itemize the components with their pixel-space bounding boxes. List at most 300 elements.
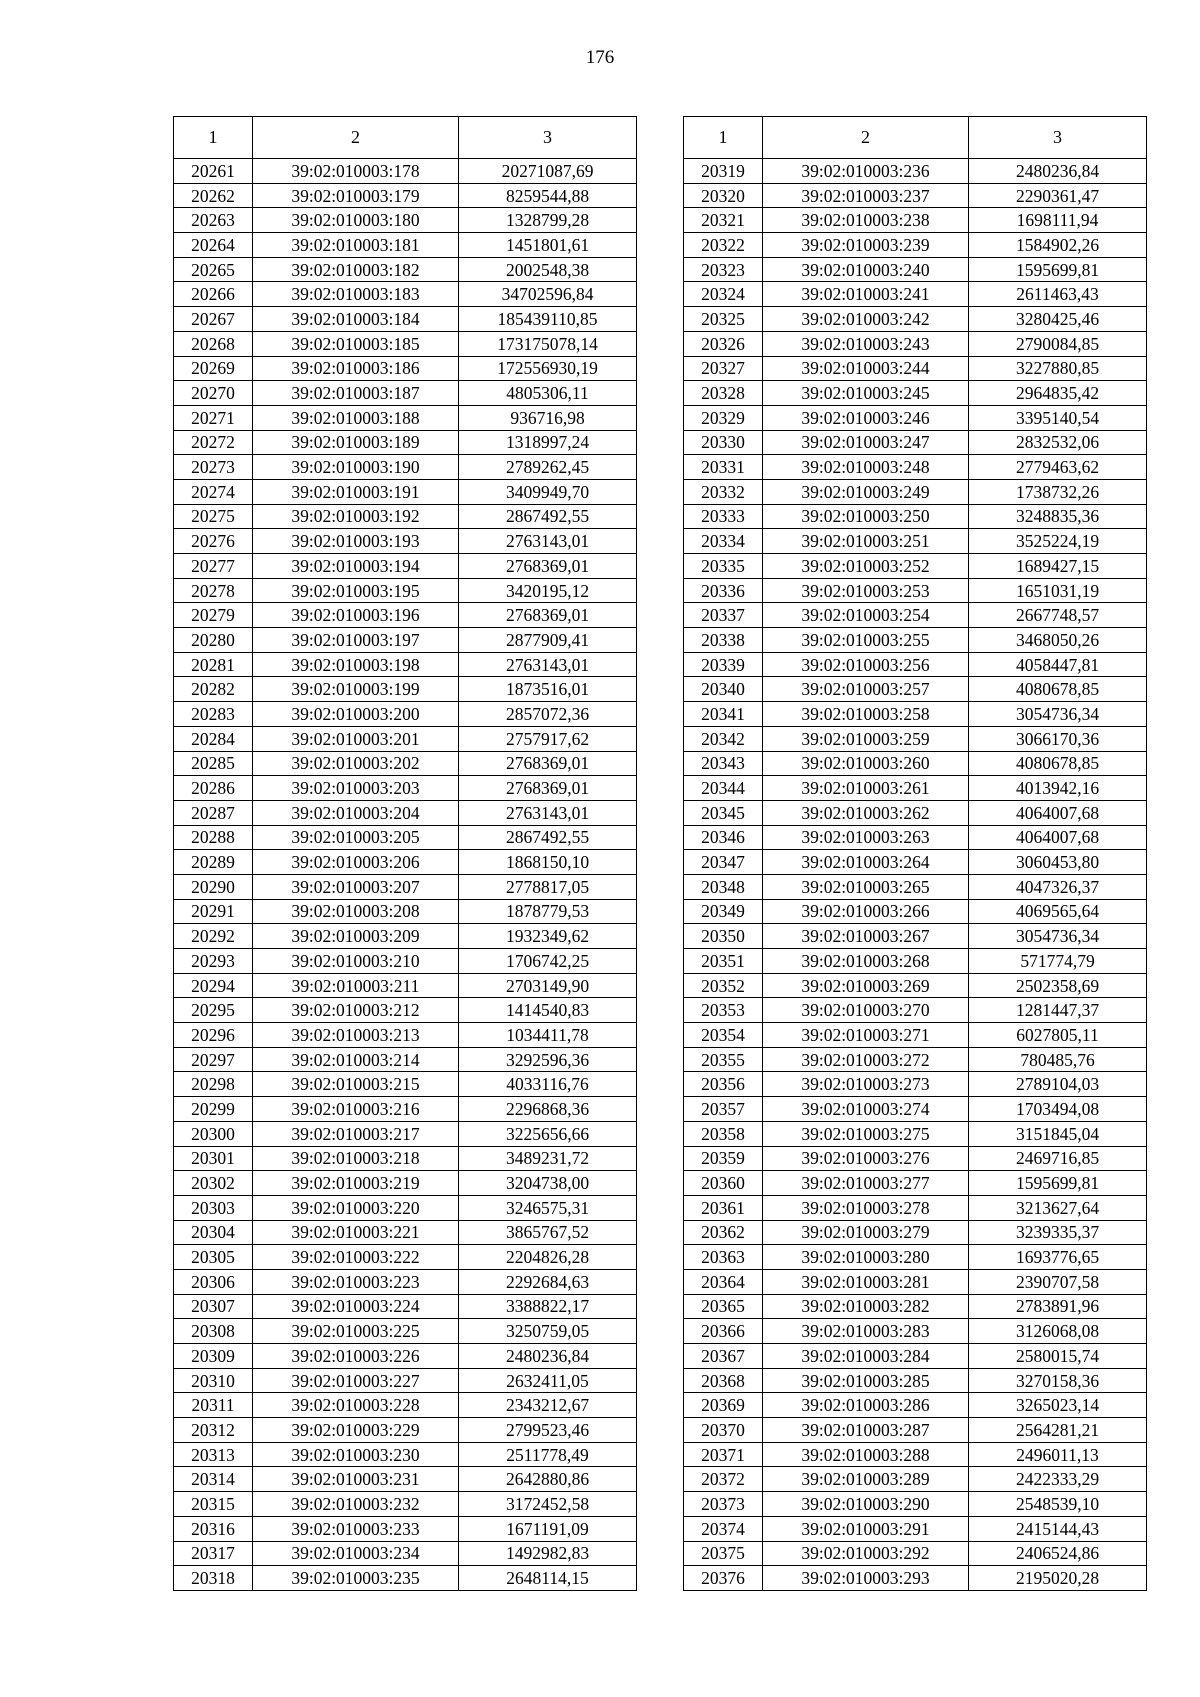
cadastral-number-cell: 39:02:010003:247: [763, 430, 969, 455]
cadastral-number-cell: 39:02:010003:259: [763, 726, 969, 751]
cadastral-number-cell: 39:02:010003:286: [763, 1393, 969, 1418]
table-row: [684, 331, 1147, 356]
row-number-cell: 20267: [174, 307, 253, 332]
table-row: [684, 183, 1147, 208]
column-header-3: 3: [459, 117, 637, 159]
row-number-cell: 20262: [174, 183, 253, 208]
value-cell: 172556930,19: [459, 356, 637, 381]
row-number-cell: 20301: [174, 1146, 253, 1171]
value-cell: 1706742,25: [459, 949, 637, 974]
table-row: [174, 677, 637, 702]
cadastral-number-cell: 39:02:010003:240: [763, 257, 969, 282]
row-number-cell: 20372: [684, 1467, 763, 1492]
row-number-cell: 20304: [174, 1220, 253, 1245]
cadastral-number-cell: 39:02:010003:275: [763, 1121, 969, 1146]
table-row: [684, 208, 1147, 233]
cadastral-number-cell: 39:02:010003:223: [253, 1269, 459, 1294]
value-cell: 3066170,36: [969, 726, 1147, 751]
table-row: [684, 949, 1147, 974]
value-cell: 2779463,62: [969, 455, 1147, 480]
row-number-cell: 20284: [174, 726, 253, 751]
value-cell: 4047326,37: [969, 874, 1147, 899]
value-cell: 2789104,03: [969, 1072, 1147, 1097]
value-cell: 4033116,76: [459, 1072, 637, 1097]
value-cell: 571774,79: [969, 949, 1147, 974]
cadastral-number-cell: 39:02:010003:291: [763, 1516, 969, 1541]
cadastral-number-cell: 39:02:010003:267: [763, 924, 969, 949]
row-number-cell: 20281: [174, 652, 253, 677]
value-cell: 4080678,85: [969, 751, 1147, 776]
table-header-row: [684, 117, 1147, 159]
cadastral-number-cell: 39:02:010003:198: [253, 652, 459, 677]
cadastral-number-cell: 39:02:010003:201: [253, 726, 459, 751]
table-row: [684, 751, 1147, 776]
value-cell: 1738732,26: [969, 479, 1147, 504]
cadastral-number-cell: 39:02:010003:226: [253, 1344, 459, 1369]
row-number-cell: 20294: [174, 973, 253, 998]
value-cell: 1703494,08: [969, 1097, 1147, 1122]
value-cell: 2292684,63: [459, 1269, 637, 1294]
cadastral-number-cell: 39:02:010003:193: [253, 529, 459, 554]
cadastral-number-cell: 39:02:010003:261: [763, 776, 969, 801]
row-number-cell: 20306: [174, 1269, 253, 1294]
value-cell: 1698111,94: [969, 208, 1147, 233]
row-number-cell: 20357: [684, 1097, 763, 1122]
row-number-cell: 20333: [684, 504, 763, 529]
cadastral-number-cell: 39:02:010003:252: [763, 554, 969, 579]
table-row: [174, 1294, 637, 1319]
value-cell: 3248835,36: [969, 504, 1147, 529]
cadastral-number-cell: 39:02:010003:209: [253, 924, 459, 949]
value-cell: 2867492,55: [459, 825, 637, 850]
value-cell: 2763143,01: [459, 529, 637, 554]
row-number-cell: 20271: [174, 405, 253, 430]
table-row: [174, 949, 637, 974]
cadastral-number-cell: 39:02:010003:239: [763, 233, 969, 258]
cadastral-number-cell: 39:02:010003:293: [763, 1566, 969, 1591]
value-cell: 4013942,16: [969, 776, 1147, 801]
row-number-cell: 20269: [174, 356, 253, 381]
row-number-cell: 20286: [174, 776, 253, 801]
row-number-cell: 20368: [684, 1368, 763, 1393]
page-number: 176: [585, 47, 615, 68]
table-row: [174, 825, 637, 850]
table-row: [174, 1220, 637, 1245]
row-number-cell: 20353: [684, 998, 763, 1023]
row-number-cell: 20263: [174, 208, 253, 233]
value-cell: 3388822,17: [459, 1294, 637, 1319]
value-cell: 1318997,24: [459, 430, 637, 455]
row-number-cell: 20300: [174, 1121, 253, 1146]
cadastral-number-cell: 39:02:010003:283: [763, 1319, 969, 1344]
value-cell: 2757917,62: [459, 726, 637, 751]
table-row: [684, 628, 1147, 653]
table-row: [684, 1344, 1147, 1369]
cadastral-number-cell: 39:02:010003:236: [763, 159, 969, 184]
row-number-cell: 20287: [174, 800, 253, 825]
row-number-cell: 20313: [174, 1442, 253, 1467]
cadastral-number-cell: 39:02:010003:178: [253, 159, 459, 184]
value-cell: 780485,76: [969, 1047, 1147, 1072]
table-row: [684, 1047, 1147, 1072]
row-number-cell: 20363: [684, 1245, 763, 1270]
table-row: [684, 924, 1147, 949]
cadastral-number-cell: 39:02:010003:200: [253, 702, 459, 727]
cadastral-number-cell: 39:02:010003:281: [763, 1269, 969, 1294]
row-number-cell: 20323: [684, 257, 763, 282]
cadastral-number-cell: 39:02:010003:233: [253, 1516, 459, 1541]
value-cell: 2763143,01: [459, 652, 637, 677]
row-number-cell: 20282: [174, 677, 253, 702]
cadastral-number-cell: 39:02:010003:181: [253, 233, 459, 258]
row-number-cell: 20356: [684, 1072, 763, 1097]
value-cell: 1595699,81: [969, 257, 1147, 282]
table-row: [174, 554, 637, 579]
row-number-cell: 20316: [174, 1516, 253, 1541]
table-row: [684, 702, 1147, 727]
value-cell: 1584902,26: [969, 233, 1147, 258]
row-number-cell: 20293: [174, 949, 253, 974]
table-row: [174, 776, 637, 801]
cadastral-number-cell: 39:02:010003:250: [763, 504, 969, 529]
table-row: [174, 1269, 637, 1294]
cadastral-number-cell: 39:02:010003:212: [253, 998, 459, 1023]
cadastral-number-cell: 39:02:010003:290: [763, 1492, 969, 1517]
row-number-cell: 20347: [684, 850, 763, 875]
row-number-cell: 20277: [174, 554, 253, 579]
value-cell: 2632411,05: [459, 1368, 637, 1393]
cadastral-number-cell: 39:02:010003:238: [763, 208, 969, 233]
table-row: [174, 1121, 637, 1146]
value-cell: 1868150,10: [459, 850, 637, 875]
table-row: [174, 1442, 637, 1467]
cadastral-number-cell: 39:02:010003:269: [763, 973, 969, 998]
value-cell: 1281447,37: [969, 998, 1147, 1023]
cadastral-number-cell: 39:02:010003:254: [763, 603, 969, 628]
cadastral-number-cell: 39:02:010003:217: [253, 1121, 459, 1146]
table-row: [174, 529, 637, 554]
value-cell: 3060453,80: [969, 850, 1147, 875]
cadastral-number-cell: 39:02:010003:225: [253, 1319, 459, 1344]
table-row: [174, 1097, 637, 1122]
table-row: [684, 1319, 1147, 1344]
value-cell: 3292596,36: [459, 1047, 637, 1072]
value-cell: 1689427,15: [969, 554, 1147, 579]
value-cell: 1671191,09: [459, 1516, 637, 1541]
row-number-cell: 20314: [174, 1467, 253, 1492]
row-number-cell: 20340: [684, 677, 763, 702]
table-row: [684, 1368, 1147, 1393]
row-number-cell: 20272: [174, 430, 253, 455]
table-row: [174, 1418, 637, 1443]
column-header-2: 2: [253, 117, 459, 159]
table-row: [684, 159, 1147, 184]
table-row: [684, 1442, 1147, 1467]
value-cell: 2790084,85: [969, 331, 1147, 356]
row-number-cell: 20307: [174, 1294, 253, 1319]
table-row: [174, 924, 637, 949]
table-row: [684, 1418, 1147, 1443]
table-row: [684, 1220, 1147, 1245]
cadastral-number-cell: 39:02:010003:183: [253, 282, 459, 307]
table-row: [174, 800, 637, 825]
table-row: [174, 504, 637, 529]
cadastral-number-cell: 39:02:010003:242: [763, 307, 969, 332]
table-row: [174, 1047, 637, 1072]
table-row: [174, 578, 637, 603]
row-number-cell: 20337: [684, 603, 763, 628]
cadastral-number-cell: 39:02:010003:213: [253, 1023, 459, 1048]
cadastral-number-cell: 39:02:010003:277: [763, 1171, 969, 1196]
row-number-cell: 20370: [684, 1418, 763, 1443]
value-cell: 2496011,13: [969, 1442, 1147, 1467]
cadastral-number-cell: 39:02:010003:207: [253, 874, 459, 899]
value-cell: 3489231,72: [459, 1146, 637, 1171]
table-row: [684, 578, 1147, 603]
value-cell: 3151845,04: [969, 1121, 1147, 1146]
table-row: [174, 899, 637, 924]
cadastral-number-cell: 39:02:010003:228: [253, 1393, 459, 1418]
table-body: [174, 159, 637, 1591]
row-number-cell: 20296: [174, 1023, 253, 1048]
cadastral-number-cell: 39:02:010003:273: [763, 1072, 969, 1097]
table-row: [684, 603, 1147, 628]
cadastral-number-cell: 39:02:010003:186: [253, 356, 459, 381]
cadastral-number-cell: 39:02:010003:257: [763, 677, 969, 702]
table-row: [174, 998, 637, 1023]
value-cell: 3420195,12: [459, 578, 637, 603]
column-header-2: 2: [763, 117, 969, 159]
value-cell: 2469716,85: [969, 1146, 1147, 1171]
cadastral-number-cell: 39:02:010003:255: [763, 628, 969, 653]
row-number-cell: 20366: [684, 1319, 763, 1344]
value-cell: 2415144,43: [969, 1516, 1147, 1541]
table-row: [174, 973, 637, 998]
table-row: [684, 1492, 1147, 1517]
value-cell: 1492982,83: [459, 1541, 637, 1566]
row-number-cell: 20285: [174, 751, 253, 776]
row-number-cell: 20295: [174, 998, 253, 1023]
row-number-cell: 20352: [684, 973, 763, 998]
value-cell: 2204826,28: [459, 1245, 637, 1270]
row-number-cell: 20348: [684, 874, 763, 899]
cadastral-number-cell: 39:02:010003:189: [253, 430, 459, 455]
value-cell: 1451801,61: [459, 233, 637, 258]
row-number-cell: 20328: [684, 381, 763, 406]
row-number-cell: 20364: [684, 1269, 763, 1294]
cadastral-number-cell: 39:02:010003:203: [253, 776, 459, 801]
row-number-cell: 20351: [684, 949, 763, 974]
value-cell: 3409949,70: [459, 479, 637, 504]
value-cell: 936716,98: [459, 405, 637, 430]
cadastral-number-cell: 39:02:010003:268: [763, 949, 969, 974]
table-row: [684, 1171, 1147, 1196]
cadastral-number-cell: 39:02:010003:292: [763, 1541, 969, 1566]
value-cell: 173175078,14: [459, 331, 637, 356]
table-row: [174, 652, 637, 677]
table-row: [174, 1171, 637, 1196]
cadastral-number-cell: 39:02:010003:184: [253, 307, 459, 332]
cadastral-number-cell: 39:02:010003:284: [763, 1344, 969, 1369]
row-number-cell: 20265: [174, 257, 253, 282]
cadastral-number-cell: 39:02:010003:224: [253, 1294, 459, 1319]
table-row: [174, 331, 637, 356]
table-row: [174, 1146, 637, 1171]
row-number-cell: 20359: [684, 1146, 763, 1171]
value-cell: 1651031,19: [969, 578, 1147, 603]
row-number-cell: 20355: [684, 1047, 763, 1072]
value-cell: 1878779,53: [459, 899, 637, 924]
table-row: [684, 1541, 1147, 1566]
table-row: [684, 1269, 1147, 1294]
value-cell: 1034411,78: [459, 1023, 637, 1048]
value-cell: 1873516,01: [459, 677, 637, 702]
row-number-cell: 20324: [684, 282, 763, 307]
cadastral-number-cell: 39:02:010003:263: [763, 825, 969, 850]
value-cell: 3227880,85: [969, 356, 1147, 381]
value-cell: 2768369,01: [459, 776, 637, 801]
cadastral-number-cell: 39:02:010003:221: [253, 1220, 459, 1245]
table-row: [684, 1566, 1147, 1591]
cadastral-number-cell: 39:02:010003:199: [253, 677, 459, 702]
cadastral-number-cell: 39:02:010003:215: [253, 1072, 459, 1097]
table-row: [174, 430, 637, 455]
row-number-cell: 20280: [174, 628, 253, 653]
row-number-cell: 20341: [684, 702, 763, 727]
table-row: [684, 825, 1147, 850]
cadastral-number-cell: 39:02:010003:190: [253, 455, 459, 480]
value-cell: 4064007,68: [969, 825, 1147, 850]
cadastral-number-cell: 39:02:010003:192: [253, 504, 459, 529]
table-row: [174, 455, 637, 480]
row-number-cell: 20374: [684, 1516, 763, 1541]
row-number-cell: 20330: [684, 430, 763, 455]
row-number-cell: 20317: [174, 1541, 253, 1566]
row-number-cell: 20329: [684, 405, 763, 430]
value-cell: 2343212,67: [459, 1393, 637, 1418]
row-number-cell: 20349: [684, 899, 763, 924]
cadastral-number-cell: 39:02:010003:194: [253, 554, 459, 579]
row-number-cell: 20365: [684, 1294, 763, 1319]
row-number-cell: 20312: [174, 1418, 253, 1443]
value-cell: 3054736,34: [969, 702, 1147, 727]
table-row: [684, 726, 1147, 751]
row-number-cell: 20362: [684, 1220, 763, 1245]
table-row: [684, 430, 1147, 455]
cadastral-number-cell: 39:02:010003:271: [763, 1023, 969, 1048]
cadastral-number-cell: 39:02:010003:282: [763, 1294, 969, 1319]
row-number-cell: 20335: [684, 554, 763, 579]
table-row: [174, 1541, 637, 1566]
value-cell: 2502358,69: [969, 973, 1147, 998]
value-cell: 4058447,81: [969, 652, 1147, 677]
value-cell: 4064007,68: [969, 800, 1147, 825]
cadastral-number-cell: 39:02:010003:211: [253, 973, 459, 998]
row-number-cell: 20298: [174, 1072, 253, 1097]
table-row: [684, 652, 1147, 677]
table-row: [174, 1344, 637, 1369]
row-number-cell: 20276: [174, 529, 253, 554]
cadastral-number-cell: 39:02:010003:196: [253, 603, 459, 628]
table-row: [684, 998, 1147, 1023]
cadastral-number-cell: 39:02:010003:245: [763, 381, 969, 406]
cadastral-number-cell: 39:02:010003:258: [763, 702, 969, 727]
value-cell: 185439110,85: [459, 307, 637, 332]
table-row: [174, 1195, 637, 1220]
table-row: [174, 1368, 637, 1393]
row-number-cell: 20283: [174, 702, 253, 727]
value-cell: 2195020,28: [969, 1566, 1147, 1591]
row-number-cell: 20346: [684, 825, 763, 850]
cadastral-number-cell: 39:02:010003:234: [253, 1541, 459, 1566]
cadastral-number-cell: 39:02:010003:248: [763, 455, 969, 480]
table-row: [684, 1195, 1147, 1220]
table-row: [684, 800, 1147, 825]
row-number-cell: 20339: [684, 652, 763, 677]
value-cell: 2564281,21: [969, 1418, 1147, 1443]
table-row: [684, 504, 1147, 529]
row-number-cell: 20289: [174, 850, 253, 875]
value-cell: 2480236,84: [459, 1344, 637, 1369]
value-cell: 1693776,65: [969, 1245, 1147, 1270]
row-number-cell: 20336: [684, 578, 763, 603]
row-number-cell: 20315: [174, 1492, 253, 1517]
row-number-cell: 20302: [174, 1171, 253, 1196]
value-cell: 2002548,38: [459, 257, 637, 282]
table-row: [684, 455, 1147, 480]
row-number-cell: 20343: [684, 751, 763, 776]
cadastral-number-cell: 39:02:010003:276: [763, 1146, 969, 1171]
cadastral-number-cell: 39:02:010003:244: [763, 356, 969, 381]
table-header-row: [174, 117, 637, 159]
row-number-cell: 20291: [174, 899, 253, 924]
row-number-cell: 20261: [174, 159, 253, 184]
cadastral-number-cell: 39:02:010003:179: [253, 183, 459, 208]
row-number-cell: 20376: [684, 1566, 763, 1591]
cadastral-number-cell: 39:02:010003:188: [253, 405, 459, 430]
value-cell: 4069565,64: [969, 899, 1147, 924]
table-row: [684, 973, 1147, 998]
row-number-cell: 20321: [684, 208, 763, 233]
cadastral-number-cell: 39:02:010003:253: [763, 578, 969, 603]
value-cell: 2768369,01: [459, 751, 637, 776]
value-cell: 3225656,66: [459, 1121, 637, 1146]
value-cell: 2642880,86: [459, 1467, 637, 1492]
value-cell: 2390707,58: [969, 1269, 1147, 1294]
cadastral-number-cell: 39:02:010003:251: [763, 529, 969, 554]
table-row: [684, 282, 1147, 307]
value-cell: 2648114,15: [459, 1566, 637, 1591]
cadastral-number-cell: 39:02:010003:180: [253, 208, 459, 233]
row-number-cell: 20303: [174, 1195, 253, 1220]
row-number-cell: 20264: [174, 233, 253, 258]
cadastral-number-cell: 39:02:010003:264: [763, 850, 969, 875]
cadastral-number-cell: 39:02:010003:265: [763, 874, 969, 899]
row-number-cell: 20308: [174, 1319, 253, 1344]
value-cell: 3525224,19: [969, 529, 1147, 554]
table-row: [174, 1072, 637, 1097]
row-number-cell: 20311: [174, 1393, 253, 1418]
cadastral-number-cell: 39:02:010003:287: [763, 1418, 969, 1443]
value-cell: 3865767,52: [459, 1220, 637, 1245]
table-row: [174, 1566, 637, 1591]
table-row: [174, 1319, 637, 1344]
table-row: [684, 1097, 1147, 1122]
value-cell: 3250759,05: [459, 1319, 637, 1344]
cadastral-number-cell: 39:02:010003:208: [253, 899, 459, 924]
cadastral-number-cell: 39:02:010003:229: [253, 1418, 459, 1443]
value-cell: 2964835,42: [969, 381, 1147, 406]
